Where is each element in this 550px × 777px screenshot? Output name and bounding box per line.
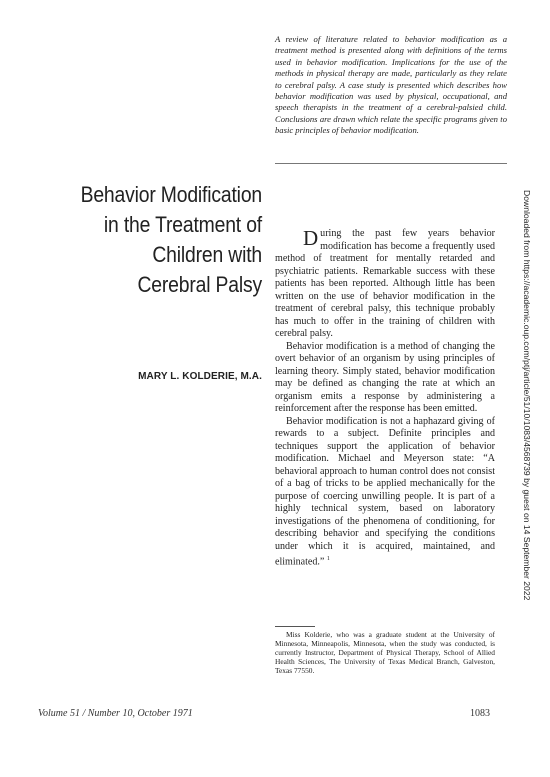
paragraph-2: Behavior modification is a method of changing the overt behavior of an organism by using principles of learning theory. Simply stated, behavior modification may be defined as changing the rate at which an organism emits a response by administering a reinforcement after the response has been emitted.: [275, 340, 495, 414]
article-title: [71, 180, 262, 300]
title-line-2: in the Treatment of: [103, 212, 262, 237]
footnote-divider: [275, 626, 315, 627]
drop-cap: D: [303, 226, 319, 250]
title-line-1: Behavior Modification: [80, 182, 262, 207]
footnote-text: Miss Kolderie, who was a graduate student at the University of Minnesota, Minneapolis, Minnesota, when the study was conducted, is currently Instructor, Department of Physical Therapy, School of Allied Health Sciences, The University of Texas Medical Branch, Galveston, Texas 77550.: [275, 630, 495, 676]
footnote: [275, 630, 495, 675]
title-line-4: Cerebral Palsy: [137, 272, 262, 297]
journal-issue: Volume 51 / Number 10, October 1971: [38, 708, 193, 719]
author-name: MARY L. KOLDERIE, M.A.: [138, 371, 262, 382]
body-text: [275, 228, 495, 569]
download-notice: Downloaded from https://academic.oup.com/ptj/article/51/10/1083/4568739 by guest on 14 September 2022: [522, 190, 532, 601]
paragraph-3: [275, 416, 495, 569]
paragraph-1-text: uring the past few years behavior modification has become a frequently used method of treatment for mentally retarded and psychiatric patients. Remarkable success with these patients has been reported. Although little has been written on the use of behavior modification in the treatment of cerebral palsy, this technique probably has much to offer in the training of children with cerebral palsy.: [275, 228, 495, 339]
paragraph-3-text: Behavior modification is not a haphazard giving of rewards to a subject. Definite principles and techniques support the application of behavior modification. Michael and Meyerson state: “A behavioral approach to human control does not consist of a bag of tricks to be applied mechanically for the purpose of coercing unwilling people. It is part of a highly technical system, based on laboratory investigations of the phenomena of conditioning, for describing behavior and specifying the conditions under which it is acquired, maintained, and eliminated.”: [275, 415, 495, 568]
abstract-divider: [275, 163, 507, 164]
abstract: A review of literature related to behavior modification as a treatment method is presented along with definitions of the terms used in behavior modification. Implications for the use of the methods in physical therapy are made, particularly as they relate to cerebral palsy. A case study is presented which describes how behavior modification was used by physical, occupational, and speech therapists in the treatment of a cerebral-palsied child. Conclusions are drawn which relate the specific programs given to basic principles of behavior modification.: [275, 34, 507, 136]
title-line-3: Children with: [152, 242, 262, 267]
reference-marker: 1: [326, 556, 330, 562]
paragraph-1: [275, 228, 495, 341]
page-number: 1083: [470, 708, 490, 719]
